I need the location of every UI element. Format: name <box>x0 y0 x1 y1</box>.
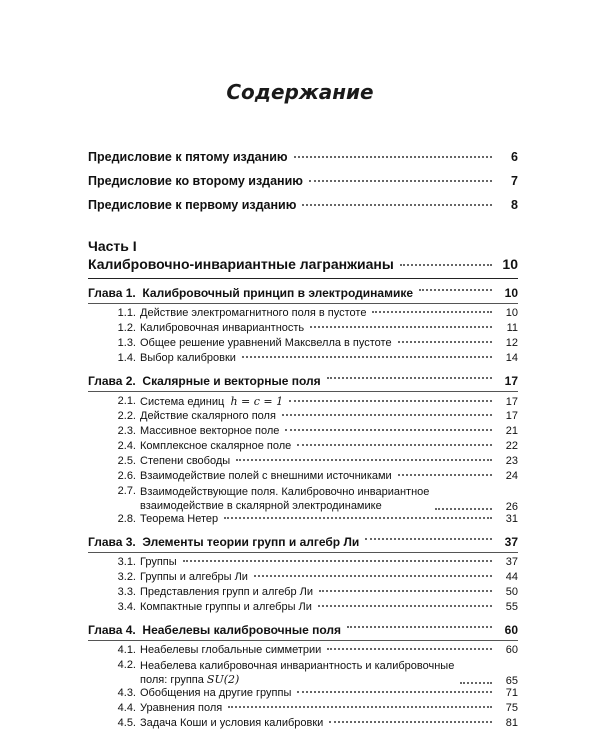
section-entry[interactable] <box>88 659 518 687</box>
leader-dots <box>183 560 492 562</box>
leader-dots <box>460 682 492 684</box>
section-entry[interactable] <box>88 702 518 717</box>
leader-dots <box>236 459 492 461</box>
section-entry[interactable] <box>88 717 518 732</box>
preface-entry[interactable] <box>88 198 518 220</box>
section-entry[interactable] <box>88 395 518 410</box>
section-number: 4.3. <box>117 687 136 699</box>
section-entry[interactable] <box>88 485 518 513</box>
chapter-label: Глава 2. <box>88 374 136 388</box>
leader-dots <box>285 429 492 431</box>
page-number: 50 <box>505 586 518 598</box>
preface-entry[interactable] <box>88 150 518 172</box>
leader-dots <box>294 156 492 158</box>
section-entry[interactable] <box>88 322 518 337</box>
section-entry[interactable] <box>88 556 518 571</box>
leader-dots <box>327 377 492 379</box>
section-entry[interactable] <box>88 513 518 528</box>
page-number: 22 <box>505 440 518 452</box>
section-title: Представления групп и алгебр Ли <box>140 586 314 598</box>
section-number: 3.3. <box>117 586 136 598</box>
leader-dots <box>398 341 492 343</box>
section-entry[interactable] <box>88 586 518 601</box>
page-number: 37 <box>504 535 518 549</box>
page-number: 37 <box>505 556 518 568</box>
section-entry[interactable] <box>88 601 518 616</box>
section-title-line2: взаимодействие в скалярной электродинамике <box>140 500 382 512</box>
section-title: Степени свободы <box>140 455 231 467</box>
section-number: 4.2. <box>117 659 136 671</box>
section-title: Выбор калибровки <box>140 352 236 364</box>
section-number: 2.6. <box>117 470 136 482</box>
preface-title: Предисловие ко второму изданию <box>88 174 303 188</box>
preface-entry[interactable] <box>88 174 518 196</box>
section-title: Массивное векторное поле <box>140 425 280 437</box>
part-label <box>88 238 518 256</box>
section-entry[interactable] <box>88 687 518 702</box>
section-number: 2.5. <box>117 455 136 467</box>
section-number: 3.4. <box>117 601 136 613</box>
leader-dots <box>309 180 492 182</box>
page-number: 17 <box>504 374 518 388</box>
page-number: 10 <box>505 307 518 319</box>
preface-title: Предисловие к первому изданию <box>88 198 297 212</box>
section-title: Группы и алгебры Ли <box>140 571 248 583</box>
part-title-entry[interactable] <box>88 256 518 279</box>
section-title: Неабелевы глобальные симметрии <box>140 644 322 656</box>
chapter-label: Глава 4. <box>88 623 136 637</box>
section-entry[interactable] <box>88 352 518 367</box>
prefaces-list <box>88 150 518 220</box>
page-number: 23 <box>505 455 518 467</box>
part-section <box>88 238 518 732</box>
page-title: Содержание <box>226 80 374 104</box>
page-number: 7 <box>511 174 518 188</box>
section-title-line2: поля: группа <box>140 674 204 686</box>
leader-dots <box>400 264 492 266</box>
page-number: 8 <box>511 198 518 212</box>
chapter-label: Глава 1. <box>88 286 136 300</box>
chapter-entry[interactable] <box>88 371 518 392</box>
page-number: 71 <box>505 687 518 699</box>
chapter-title: Скалярные и векторные поля <box>142 374 321 388</box>
page-number: 17 <box>505 396 518 408</box>
page-number: 60 <box>505 644 518 656</box>
leader-dots <box>347 626 492 628</box>
leader-dots <box>319 590 492 592</box>
leader-dots <box>297 444 492 446</box>
section-title: Система единиц <box>140 396 225 408</box>
section-number: 4.4. <box>117 702 136 714</box>
leader-dots <box>318 605 492 607</box>
section-entry[interactable] <box>88 455 518 470</box>
chapter-title: Неабелевы калибровочные поля <box>142 623 341 637</box>
section-title: Действие скалярного поля <box>140 410 276 422</box>
section-entry[interactable] <box>88 440 518 455</box>
page-number: 10 <box>504 286 518 300</box>
leader-dots <box>365 538 492 540</box>
section-number: 2.7. <box>117 485 136 497</box>
section-number: 2.8. <box>117 513 136 525</box>
part-title: Калибровочно-инвариантные лагранжианы <box>88 256 394 272</box>
section-title: Неабелева калибровочная инвариантность и калибровочные <box>140 660 455 672</box>
section-number: 1.1. <box>117 307 136 319</box>
leader-dots <box>282 414 492 416</box>
page-number: 81 <box>505 717 518 729</box>
section-number: 1.2. <box>117 322 136 334</box>
page-number: 65 <box>505 675 518 687</box>
leader-dots <box>228 706 492 708</box>
page-number: 14 <box>505 352 518 364</box>
section-number: 2.4. <box>117 440 136 452</box>
leader-dots <box>372 311 492 313</box>
page-number: 17 <box>505 410 518 422</box>
page-number: 44 <box>505 571 518 583</box>
section-entry[interactable] <box>88 337 518 352</box>
page-number: 6 <box>511 150 518 164</box>
leader-dots <box>289 400 492 402</box>
section-title: Теорема Нетер <box>140 513 219 525</box>
section-title: Компактные группы и алгебры Ли <box>140 601 312 613</box>
math-formula: h = c = 1 <box>230 395 284 408</box>
section-number: 1.3. <box>117 337 136 349</box>
page-number: 26 <box>505 501 518 513</box>
section-number: 3.2. <box>117 571 136 583</box>
section-title: Обобщения на другие группы <box>140 687 292 699</box>
page-number: 75 <box>505 702 518 714</box>
page-number: 24 <box>505 470 518 482</box>
leader-dots <box>419 289 492 291</box>
page-number: 21 <box>505 425 518 437</box>
leader-dots <box>327 648 492 650</box>
part-number: Часть I <box>88 238 137 254</box>
section-entry[interactable] <box>88 571 518 586</box>
chapter-title: Калибровочный принцип в электродинамике <box>142 286 414 300</box>
section-entry[interactable] <box>88 470 518 485</box>
section-title: Взаимодействующие поля. Калибровочно инвариантное <box>140 486 430 498</box>
section-title: Взаимодействие полей с внешними источниками <box>140 470 392 482</box>
leader-dots <box>242 356 492 358</box>
section-number: 3.1. <box>117 556 136 568</box>
section-number: 1.4. <box>117 352 136 364</box>
section-entry[interactable] <box>88 425 518 440</box>
section-title: Комплексное скалярное поле <box>140 440 292 452</box>
math-formula: SU(2) <box>206 673 240 686</box>
preface-title: Предисловие к пятому изданию <box>88 150 288 164</box>
section-title: Задача Коши и условия калибровки <box>140 717 324 729</box>
section-title: Группы <box>140 556 177 568</box>
section-title: Действие электромагнитного поля в пустоте <box>140 307 367 319</box>
section-entry[interactable] <box>88 307 518 322</box>
page-number: 55 <box>505 601 518 613</box>
section-number: 2.2. <box>117 410 136 422</box>
section-number: 4.1. <box>117 644 136 656</box>
page-number: 12 <box>505 337 518 349</box>
chapter-entry[interactable] <box>88 620 518 641</box>
page-number: 31 <box>505 513 518 525</box>
section-title: Уравнения поля <box>140 702 223 714</box>
page-number: 10 <box>502 256 518 272</box>
page-number: 60 <box>504 623 518 637</box>
chapter-label: Глава 3. <box>88 535 136 549</box>
section-number: 2.1. <box>117 395 136 407</box>
leader-dots <box>398 474 492 476</box>
leader-dots <box>302 204 492 206</box>
page-number: 11 <box>506 322 518 334</box>
section-title: Общее решение уравнений Максвелла в пустоте <box>140 337 392 349</box>
leader-dots <box>224 517 492 519</box>
leader-dots <box>254 575 492 577</box>
leader-dots <box>329 721 492 723</box>
section-number: 2.3. <box>117 425 136 437</box>
chapter-entry[interactable] <box>88 283 518 304</box>
section-number: 4.5. <box>117 717 136 729</box>
leader-dots <box>310 326 492 328</box>
section-entry[interactable] <box>88 410 518 425</box>
chapter-entry[interactable] <box>88 532 518 553</box>
chapter-title: Элементы теории групп и алгебр Ли <box>142 535 360 549</box>
section-title: Калибровочная инвариантность <box>140 322 305 334</box>
leader-dots <box>435 508 492 510</box>
section-entry[interactable] <box>88 644 518 659</box>
leader-dots <box>297 691 492 693</box>
